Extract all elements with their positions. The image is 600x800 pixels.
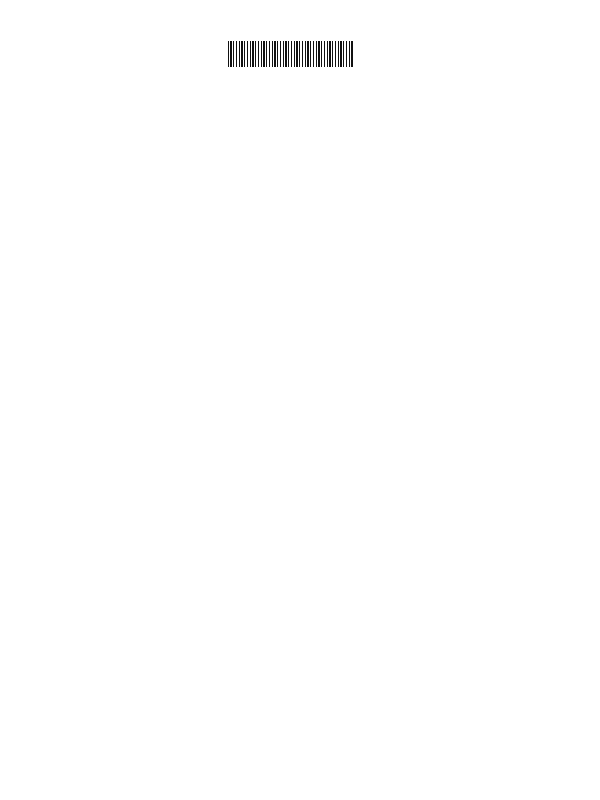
barcode <box>228 41 354 67</box>
